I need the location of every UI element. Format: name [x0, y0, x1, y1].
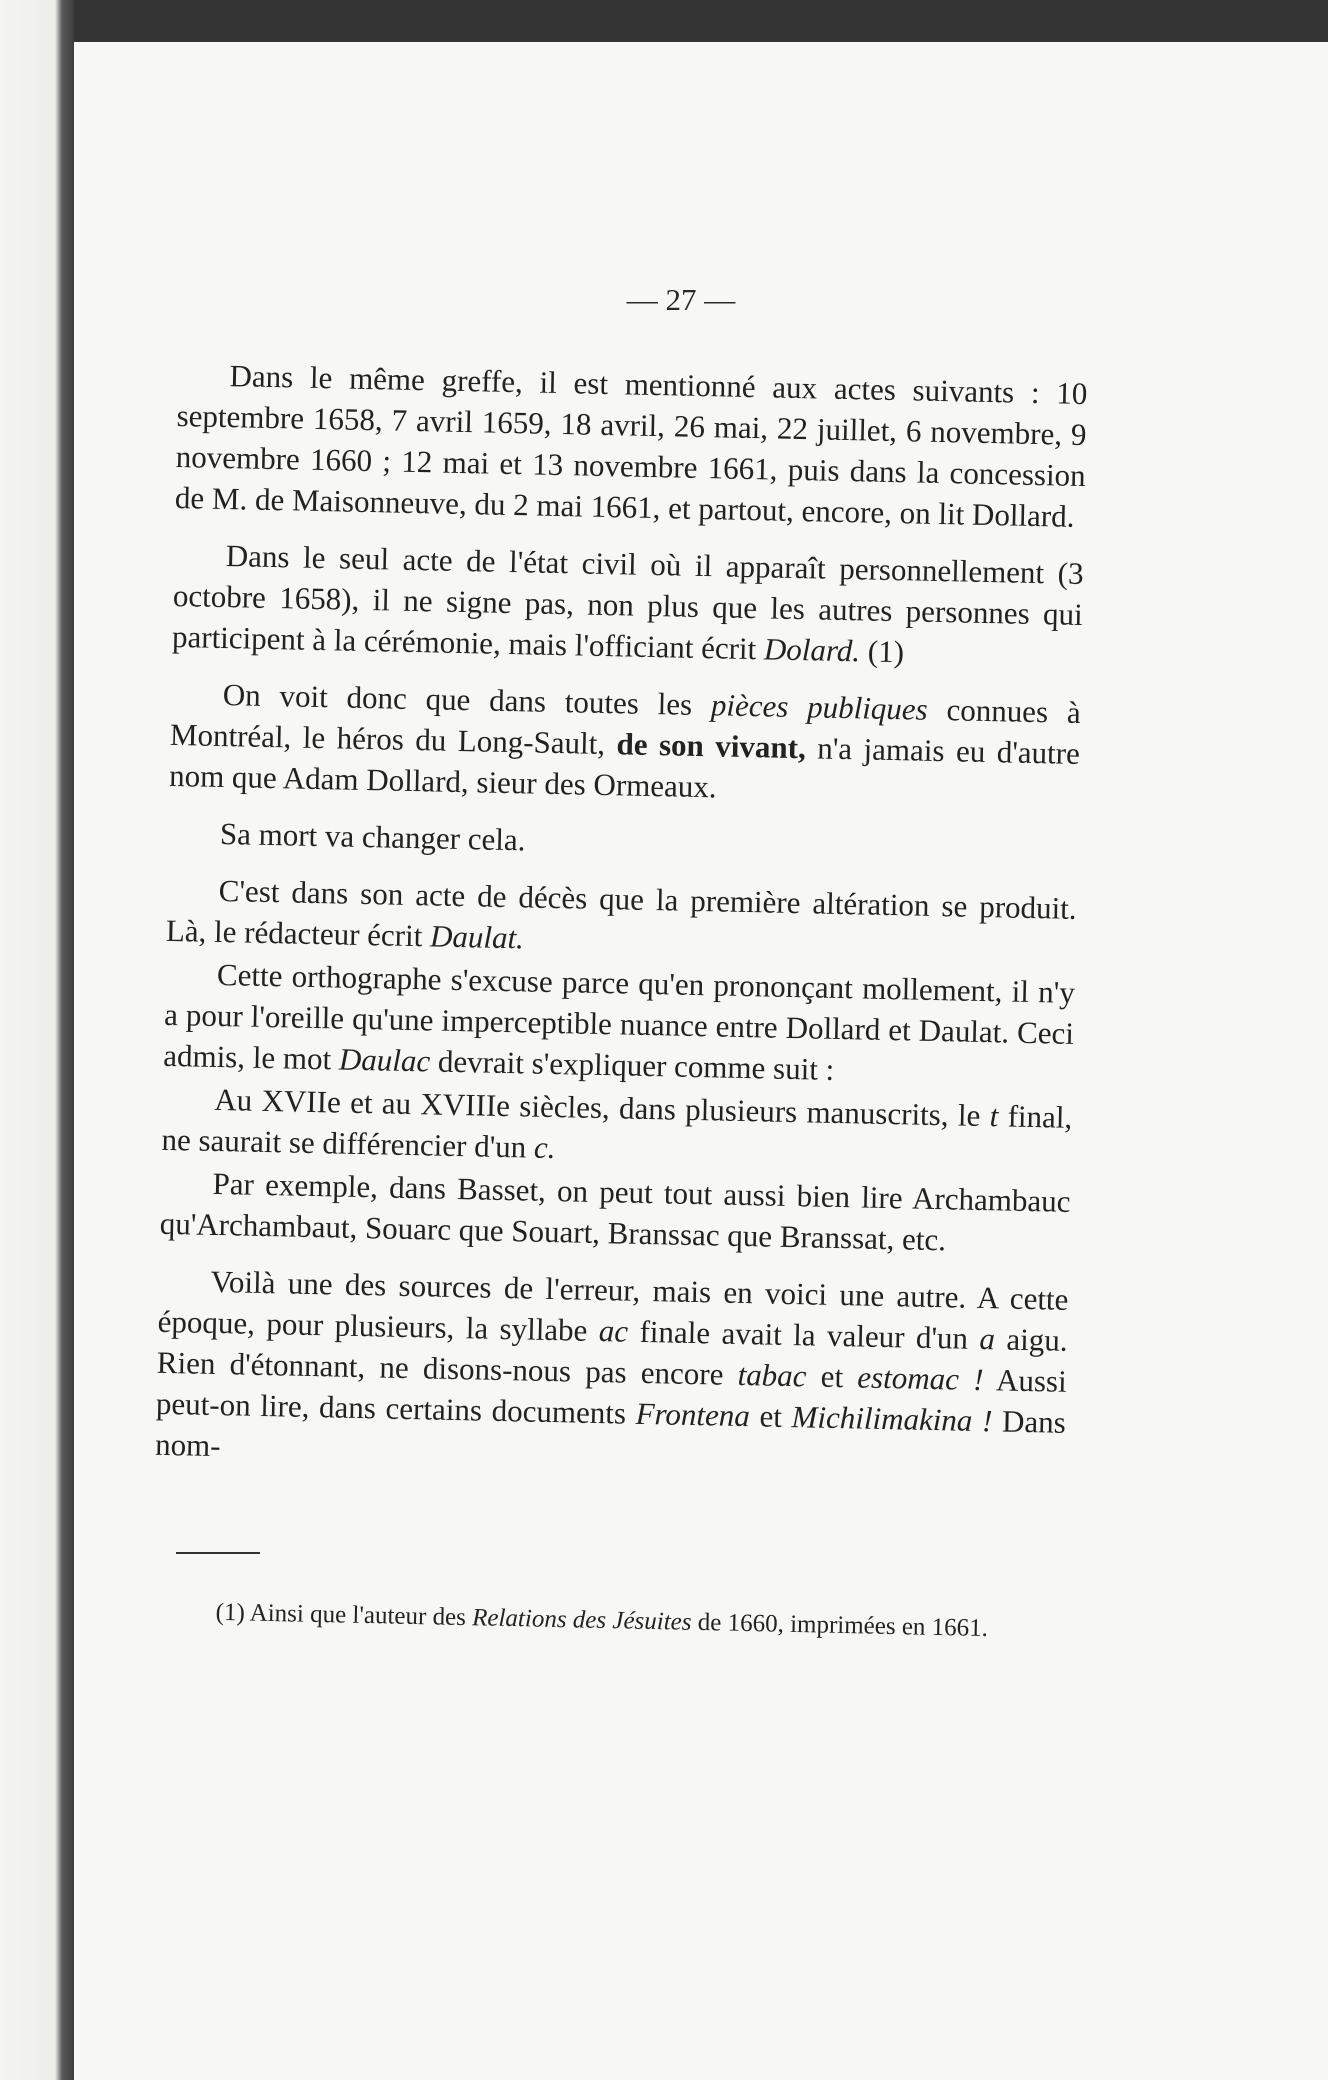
paragraph-9 [155, 1260, 1069, 1484]
paragraph-6-text-a: Cette orthographe s'excuse parce qu'en prononçant mollement, il n'y a pour l'oreille qu'une imperceptible nuance entre Dollard et Daulat. Ceci admis, le mot [162, 956, 1076, 1077]
paragraph-6-italic: Daulac [338, 1041, 431, 1079]
paragraph-5-text: C'est dans son acte de décès que la première altération se produit. Là, le rédacteur écrit [165, 872, 1077, 954]
paragraph-9-text-d: et [806, 1358, 858, 1395]
paragraph-3-text-c: n'a jamais eu d'autre nom que Adam Dollard, sieur des Ormeaux. [168, 730, 1081, 805]
paragraph-9-italic-d: estomac ! [857, 1359, 984, 1398]
footnote-text-a: (1) Ainsi que l'auteur des [215, 1598, 473, 1632]
paragraph-3-bold: de son vivant, [616, 726, 807, 766]
footnote-text-b: de 1660, imprimées en 1661. [691, 1608, 989, 1643]
page-number: — 27 — [626, 282, 736, 317]
body-text [154, 354, 1087, 1500]
paragraph-9-text-f: et [749, 1398, 793, 1435]
paragraph-9-text-g: Dans nom- [154, 1403, 1067, 1464]
paragraph-9-italic-b: a [979, 1321, 996, 1357]
paragraph-9-text-a: Voilà une des sources de l'erreur, mais en voici une autre. A cette époque, pour plusieurs, la syllabe [157, 1263, 1069, 1349]
paragraph-5-italic: Daulat. [429, 918, 525, 956]
paragraph-6-text-b: devrait s'expliquer comme suit : [429, 1043, 835, 1087]
paragraph-7-text-a: Au XVIIe et au XVIIIe siècles, dans plusieurs manuscrits, le [214, 1081, 991, 1134]
paragraph-9-italic-c: tabac [737, 1356, 807, 1394]
paragraph-6 [163, 953, 1075, 1095]
paragraph-3-text-b: connues à Montréal, le héros du Long-Sault, [169, 691, 1082, 762]
footnote-ref: (1) [859, 633, 905, 670]
paragraph-3-italic: pièces publiques [710, 687, 929, 727]
paragraph-9-text-b: finale avait la valeur d'un [627, 1313, 980, 1356]
scan-top-border [0, 0, 1328, 42]
paragraph-9-text-e: Aussi peut-on lire, dans certains documents [155, 1362, 1068, 1431]
paragraph-7-italic-b: c. [533, 1129, 556, 1166]
paragraph-9-text-c: aigu. Rien d'étonnant, ne disons-nous pas encore [156, 1321, 1068, 1392]
footnote [175, 1597, 1095, 1646]
paragraph-9-italic-f: Michilimakina ! [791, 1399, 993, 1439]
paragraph-7-text-b: final, ne saurait se différencier d'un [161, 1098, 1073, 1165]
paragraph-3-text-a: On voit donc que dans toutes les [222, 677, 712, 723]
footnote-text [175, 1597, 1095, 1646]
paragraph-1: Dans le même greffe, il est mentionné aux actes suivants : 10 septembre 1658, 7 avril 1659, 18 avril, 26 mai, 22 juillet, 6 novembre, 9 novembre 1660 ; 12 mai et 13 novembre 1661, puis dans la concession de M. de Maisonneuve, du 2 mai 1661, et partout, encore, on lit Dollard. [174, 358, 1088, 534]
footnote-separator [176, 1552, 260, 1554]
book-page [74, 42, 1328, 2080]
paragraph-2 [172, 534, 1084, 676]
paragraph-2-text: Dans le seul acte de l'état civil où il apparaît personnellement (3 octobre 1658), il ne signe pas, non plus que les autres personnes qui participent à la cérémonie, mais l'officiant écrit [171, 538, 1084, 667]
paragraph-7-italic-a: t [989, 1098, 999, 1134]
paragraph-9-italic-a: ac [598, 1313, 629, 1349]
footnote-italic: Relations des Jésuites [471, 1604, 692, 1636]
paragraph-3 [169, 673, 1081, 815]
paragraph-2-italic: Dolard. [763, 631, 861, 669]
paragraph-8: Par exemple, dans Basset, on peut tout aussi bien lire Archambauc qu'Archambaut, Souarc que Souart, Branssac que Branssat, etc. [159, 1165, 1071, 1258]
paragraph-4: Sa mort va changer cela. [219, 815, 526, 858]
paragraph-9-italic-e: Frontena [635, 1395, 751, 1434]
